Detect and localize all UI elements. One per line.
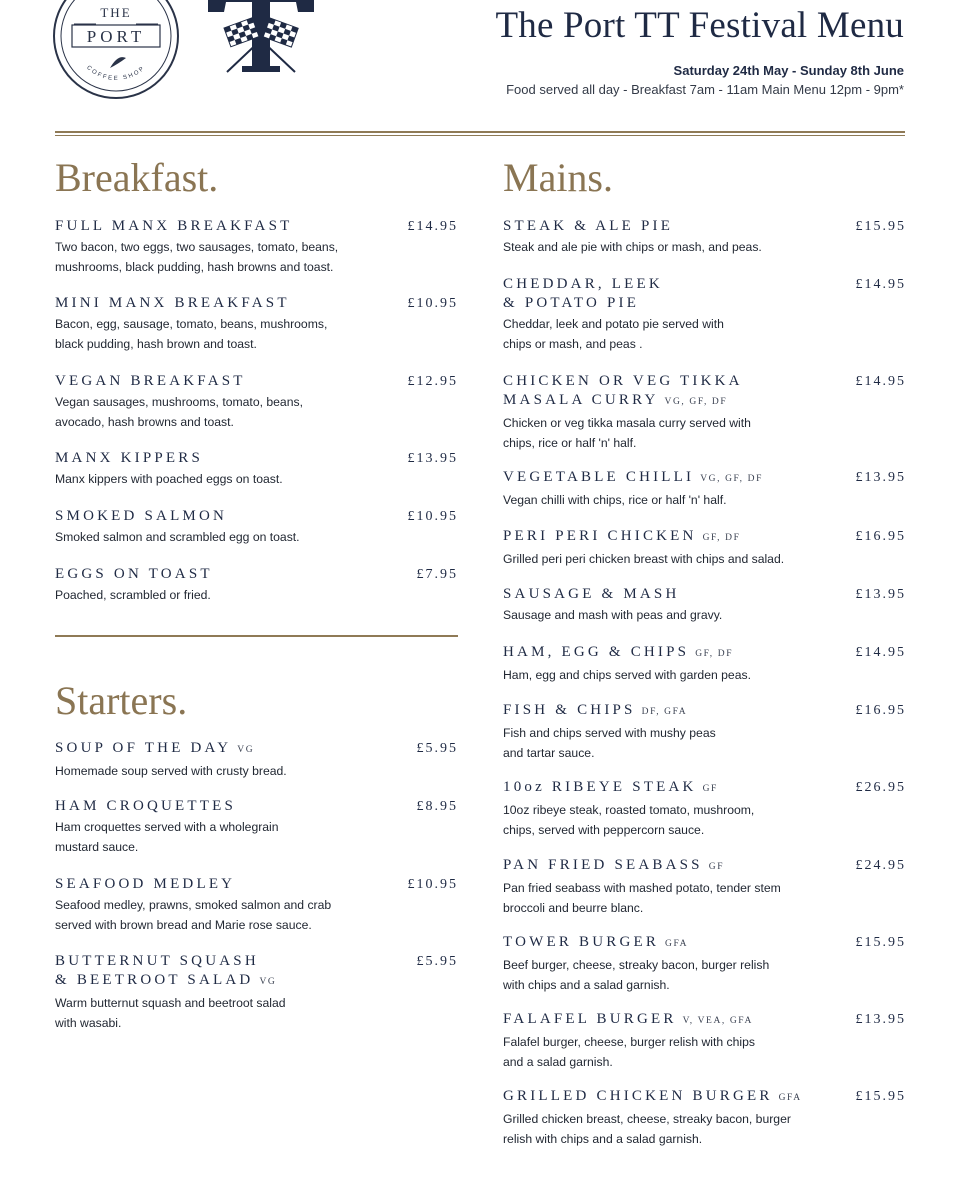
item-price: £16.95	[855, 703, 906, 718]
menu-item	[503, 217, 906, 258]
item-name: SMOKED SALMON	[55, 508, 228, 524]
item-desc: Ham croquettes served with a wholegrain	[55, 820, 279, 834]
dietary-tag: VG, GF, DF	[700, 474, 763, 484]
item-desc: avocado, hash browns and toast.	[55, 414, 234, 429]
item-desc: with wasabi.	[55, 1015, 122, 1030]
item-price: £10.95	[407, 296, 458, 311]
item-desc: Homemade soup served with crusty bread.	[55, 764, 287, 778]
item-price: £5.95	[416, 954, 458, 969]
logo-main-text: PORT	[86, 27, 146, 46]
item-desc: relish with chips and a salad garnish.	[503, 1131, 703, 1146]
dietary-tag: GF, DF	[702, 533, 741, 543]
item-name: MASALA CURRY	[503, 392, 659, 408]
dietary-tag: VG, GF, DF	[664, 397, 728, 407]
item-desc: Ham, egg and chips served with garden peas.	[503, 668, 751, 682]
item-price: £10.95	[407, 509, 458, 524]
logo-bottom-text: COFFEE SHOP	[85, 65, 147, 83]
menu-item	[503, 527, 906, 570]
item-name: SEAFOOD MEDLEY	[55, 876, 236, 892]
item-name: HAM CROQUETTES	[55, 798, 237, 814]
item-desc: broccoli and beurre blanc.	[503, 900, 644, 915]
menu-item	[503, 856, 906, 918]
dietary-tag: VG	[259, 977, 277, 987]
item-desc: Vegan chilli with chips, rice or half 'n' half.	[503, 493, 727, 507]
festival-dates: Saturday 24th May - Sunday 8th June	[673, 63, 904, 78]
menu-item	[503, 778, 906, 840]
item-desc: Grilled peri peri chicken breast with chips and salad.	[503, 552, 785, 566]
starters-title: Starters.	[55, 678, 188, 723]
item-price: £13.95	[855, 1012, 906, 1027]
item-desc: Steak and ale pie with chips or mash, and peas.	[503, 240, 762, 254]
item-name: CHEDDAR, LEEK	[503, 276, 663, 292]
serving-hours: Food served all day - Breakfast 7am - 11am Main Menu 12pm - 9pm*	[506, 82, 904, 97]
item-desc: Sausage and mash with peas and gravy.	[503, 608, 723, 622]
item-name: PERI PERI CHICKEN	[503, 528, 697, 544]
item-desc: Bacon, egg, sausage, tomato, beans, mushrooms,	[55, 317, 328, 331]
item-desc: served with brown bread and Marie rose sauce.	[55, 917, 312, 932]
item-desc: Seafood medley, prawns, smoked salmon and crab	[55, 898, 332, 912]
item-price: £15.95	[855, 1089, 906, 1104]
item-desc: Fish and chips served with mushy peas	[503, 726, 716, 740]
item-desc: with chips and a salad garnish.	[503, 977, 670, 992]
menu-item	[503, 1087, 906, 1149]
item-desc: chips, rice or half 'n' half.	[503, 435, 637, 450]
item-name: BUTTERNUT SQUASH	[55, 953, 259, 969]
dietary-tag: GF, DF	[695, 649, 734, 659]
item-name: 10oz RIBEYE STEAK	[503, 779, 697, 795]
item-price: £10.95	[407, 877, 458, 892]
menu-item	[503, 275, 906, 354]
menu-item	[55, 507, 458, 548]
item-name: MINI MANX BREAKFAST	[55, 295, 290, 311]
menu-item	[503, 585, 906, 626]
item-name: GRILLED CHICKEN BURGER	[503, 1088, 773, 1104]
svg-text:COFFEE SHOP	[85, 65, 147, 82]
item-desc: Grilled chicken breast, cheese, streaky bacon, burger	[503, 1112, 791, 1126]
menu-title: The Port TT Festival Menu	[495, 5, 904, 46]
menu-item	[55, 217, 458, 277]
item-desc: mushrooms, black pudding, hash browns and toast.	[55, 259, 334, 274]
item-desc: and tartar sauce.	[503, 745, 595, 760]
item-price: £14.95	[855, 277, 906, 292]
item-price: £14.95	[407, 219, 458, 234]
menu-item	[503, 468, 906, 511]
item-name: MANX KIPPERS	[55, 450, 204, 466]
menu-item	[55, 449, 458, 490]
item-name: & POTATO PIE	[503, 295, 640, 311]
item-price: £15.95	[855, 935, 906, 950]
item-name: TOWER BURGER	[503, 934, 660, 950]
item-desc: Vegan sausages, mushrooms, tomato, beans,	[55, 395, 303, 409]
item-desc: Warm butternut squash and beetroot salad	[55, 996, 286, 1010]
dietary-tag: GF	[702, 784, 718, 794]
item-name: SOUP OF THE DAY	[55, 740, 232, 756]
dietary-tag: GFA	[665, 939, 689, 949]
dietary-tag: GFA	[778, 1093, 802, 1103]
item-name: SAUSAGE & MASH	[503, 586, 680, 602]
section-divider	[55, 635, 458, 637]
menu-item	[55, 372, 458, 432]
menu-item	[55, 739, 458, 782]
the-port-logo	[52, 0, 180, 100]
item-price: £13.95	[855, 470, 906, 485]
item-desc: mustard sauce.	[55, 839, 139, 854]
menu-item	[503, 701, 906, 763]
item-price: £13.95	[407, 451, 458, 466]
item-name: FULL MANX BREAKFAST	[55, 218, 293, 234]
item-name: HAM, EGG & CHIPS	[503, 644, 690, 660]
menu-item	[503, 933, 906, 995]
item-desc: Poached, scrambled or fried.	[55, 588, 211, 602]
item-desc: 10oz ribeye steak, roasted tomato, mushroom,	[503, 803, 755, 817]
tt-checkered-flags-logo	[204, 0, 318, 78]
item-desc: and a salad garnish.	[503, 1054, 613, 1069]
item-name: & BEETROOT SALAD	[55, 972, 254, 988]
item-desc: black pudding, hash brown and toast.	[55, 336, 257, 351]
item-desc: chips, served with peppercorn sauce.	[503, 822, 705, 837]
item-price: £8.95	[416, 799, 458, 814]
item-name: PAN FRIED SEABASS	[503, 857, 703, 873]
header-divider	[55, 131, 905, 136]
item-desc: chips or mash, and peas .	[503, 336, 643, 351]
menu-item	[503, 1010, 906, 1072]
item-price: £24.95	[855, 858, 906, 873]
dietary-tag: V, VEA, GFA	[682, 1016, 753, 1026]
item-price: £12.95	[407, 374, 458, 389]
item-desc: Pan fried seabass with mashed potato, tender stem	[503, 881, 781, 895]
item-name: FISH & CHIPS	[503, 702, 636, 718]
item-price: £26.95	[855, 780, 906, 795]
breakfast-title: Breakfast.	[55, 155, 219, 200]
item-price: £14.95	[855, 374, 906, 389]
item-desc: Cheddar, leek and potato pie served with	[503, 317, 724, 331]
item-price: £15.95	[855, 219, 906, 234]
item-desc: Chicken or veg tikka masala curry served with	[503, 416, 751, 430]
item-price: £5.95	[416, 741, 458, 756]
mains-title: Mains.	[503, 155, 613, 200]
menu-item	[55, 952, 458, 1033]
menu-item	[55, 294, 458, 354]
logo-top-text: THE	[100, 5, 132, 20]
item-desc: Beef burger, cheese, streaky bacon, burger relish	[503, 958, 770, 972]
item-price: £7.95	[416, 567, 458, 582]
dietary-tag: GF	[708, 862, 725, 872]
menu-item	[503, 372, 906, 453]
item-price: £14.95	[855, 645, 906, 660]
menu-header	[0, 0, 960, 140]
item-desc: Smoked salmon and scrambled egg on toast.	[55, 530, 300, 544]
item-desc: Falafel burger, cheese, burger relish with chips	[503, 1035, 756, 1049]
menu-item	[55, 565, 458, 606]
dietary-tag: DF, GFA	[641, 707, 688, 717]
item-desc: Two bacon, two eggs, two sausages, tomato, beans,	[55, 240, 339, 254]
item-name: FALAFEL BURGER	[503, 1011, 677, 1027]
item-name: STEAK & ALE PIE	[503, 218, 674, 234]
item-price: £16.95	[855, 529, 906, 544]
menu-item	[55, 875, 458, 935]
item-price: £13.95	[855, 587, 906, 602]
item-name: VEGETABLE CHILLI	[503, 469, 695, 485]
menu-item	[55, 797, 458, 857]
item-desc: Manx kippers with poached eggs on toast.	[55, 472, 283, 486]
dietary-tag: VG	[237, 745, 255, 755]
item-name: EGGS ON TOAST	[55, 566, 213, 582]
item-name: VEGAN BREAKFAST	[55, 373, 246, 389]
menu-item	[503, 643, 906, 686]
item-name: CHICKEN OR VEG TIKKA	[503, 373, 743, 389]
